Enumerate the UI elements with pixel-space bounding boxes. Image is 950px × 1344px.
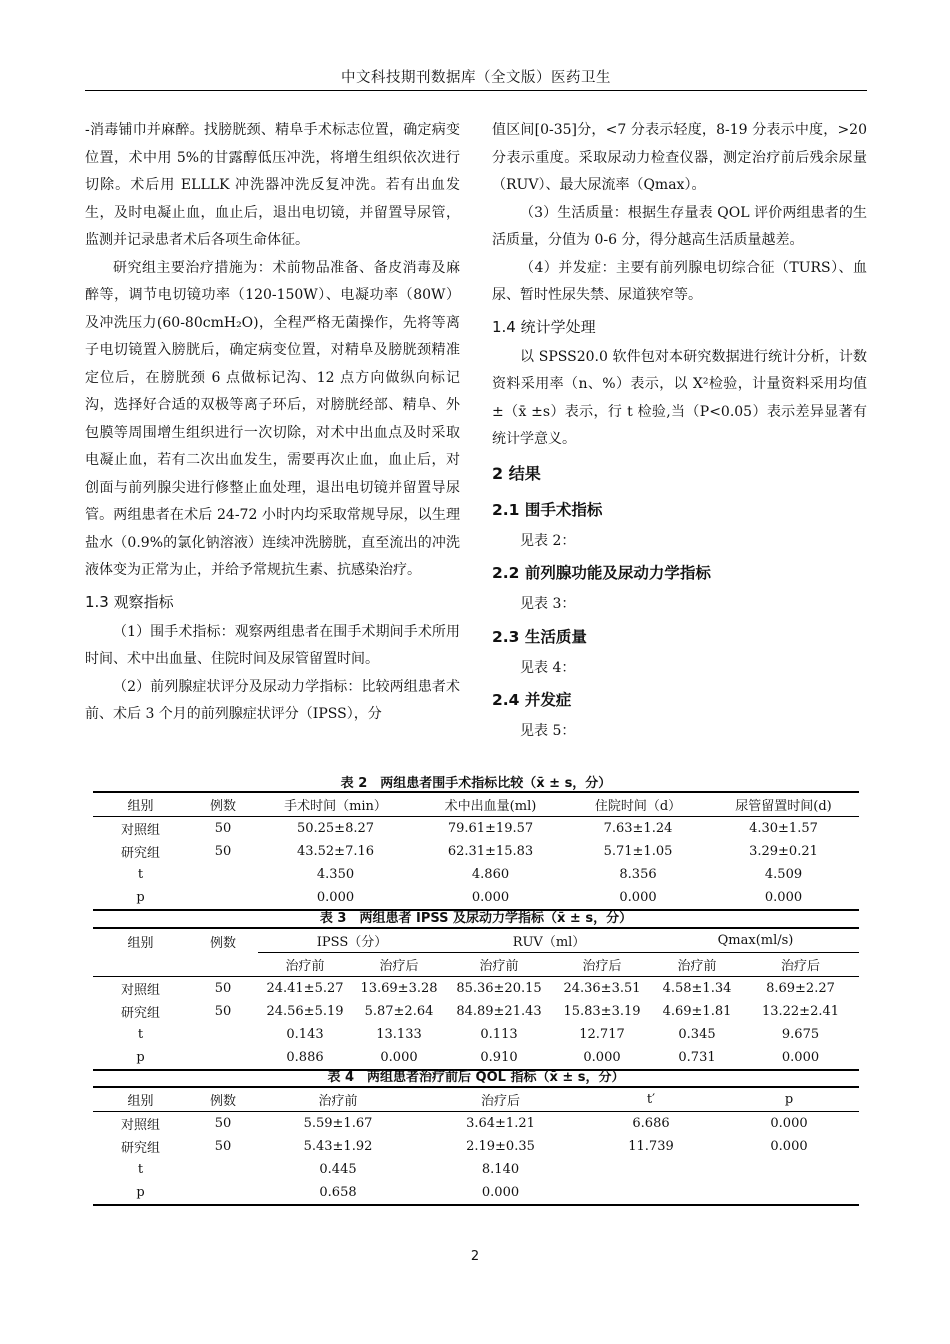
section-heading-2-2: 2.2 前列腺功能及尿动力学指标 (492, 564, 711, 582)
table-cell: 6.686 (632, 1116, 670, 1131)
table-cell: 0.658 (258, 1181, 418, 1205)
table-cell: 4.30±1.57 (749, 821, 818, 836)
table-cell (188, 1181, 258, 1205)
table-cell: 0.445 (319, 1162, 357, 1177)
table-cell: 0.000 (568, 886, 708, 910)
table-cell: 15.83±3.19 (563, 1004, 641, 1019)
table-cell: t (137, 867, 144, 882)
table-4-header: 组别 (93, 1087, 188, 1112)
section-heading-2: 2 结果 (492, 463, 541, 483)
table-cell: 4.860 (471, 867, 510, 882)
right-paragraph-3: （4）并发症：主要有前列腺电切综合征（TURS）、血尿、暂时性尿失禁、尿道狭窄等。 (492, 259, 867, 303)
table-cell: 8.356 (619, 867, 657, 882)
table-cell: 4.69±1.81 (662, 1004, 732, 1019)
table-3-header: 例数 (188, 928, 258, 977)
table-3-sub-header: 治疗后 (742, 953, 859, 977)
table-cell: 24.56±5.19 (266, 1004, 344, 1019)
table-3-sub-header: 治疗前 (446, 953, 552, 977)
table-cell: 0.000 (708, 886, 859, 910)
table-cell: 79.61±19.57 (447, 821, 534, 836)
table-cell: 50 (214, 821, 232, 836)
table-cell (583, 1158, 719, 1181)
table-3-sub-header: 治疗后 (552, 953, 652, 977)
table-cell: 8.140 (481, 1162, 520, 1177)
table-cell: 50.25±8.27 (296, 821, 375, 836)
table-3-sub-header: 治疗后 (352, 953, 446, 977)
table-cell: 0.000 (770, 1139, 808, 1154)
table-3 (93, 927, 859, 1071)
table-cell: 0.000 (552, 1046, 652, 1070)
table-3-header: Qmax(ml/s) (652, 928, 859, 953)
page-number: 2 (470, 1249, 480, 1264)
table-cell: 7.63±1.24 (603, 821, 673, 836)
table-cell: 5.87±2.64 (364, 1004, 434, 1019)
table-cell: 研究组 (120, 1006, 160, 1021)
table-4-header-row (93, 1087, 859, 1112)
table-cell: 62.31±15.83 (447, 844, 534, 859)
table-row (93, 817, 859, 841)
table-3-header: 组别 (93, 928, 188, 977)
table-4-header: 治疗前 (258, 1087, 418, 1112)
table-cell: 对照组 (120, 983, 160, 998)
table-row (93, 1023, 859, 1046)
table-cell: 2.19±0.35 (466, 1139, 535, 1154)
table-cell: 3.29±0.21 (749, 844, 818, 859)
table-cell: 13.69±3.28 (360, 981, 438, 996)
table-cell: 24.36±3.51 (563, 981, 641, 996)
table-cell: 研究组 (120, 846, 160, 861)
table-cell: 0.000 (418, 1181, 583, 1205)
right-column (492, 117, 867, 746)
table-cell: 50 (214, 1004, 232, 1019)
table-cell (188, 1023, 258, 1046)
table-4-header: 治疗后 (418, 1087, 583, 1112)
section-heading-2-1: 2.1 围手术指标 (492, 500, 603, 519)
table-cell: 0.000 (258, 886, 413, 910)
see-table-4: 见表 4： (520, 659, 576, 676)
table-cell: 85.36±20.15 (456, 981, 542, 996)
table-cell (188, 863, 258, 886)
table-row (93, 977, 859, 1001)
table-cell: 24.41±5.27 (266, 981, 344, 996)
table-cell: 5.71±1.05 (603, 844, 673, 859)
table-cell: 0.731 (652, 1046, 742, 1070)
table-cell: 5.43±1.92 (303, 1139, 373, 1154)
table-4-title: 表 4 两组患者治疗前后 QOL 指标（x̄ ± s，分） (327, 1070, 625, 1085)
section-heading-2-4: 2.4 并发症 (492, 691, 572, 709)
table-row (93, 1135, 859, 1158)
table-cell: 0.886 (258, 1046, 352, 1070)
table-cell (583, 1181, 719, 1205)
table-cell: t (137, 1027, 144, 1042)
left-paragraph-1: -消毒铺巾并麻醉。找膀胱颈、精阜手术标志位置，确定病变位置，术中用 5%的甘露醇低压冲洗，将增生组织依次进行切除。术后用 ELLLK 冲洗器冲洗反复冲洗。若有出血发生，及时电凝止血，血止后，退出电切镜，并留置导尿管，监测并记录患者术后各项生命体征。 (85, 122, 460, 248)
table-cell (719, 1158, 859, 1181)
right-paragraph-1: 值区间[0-35]分，<7 分表示轻度，8-19 分表示中度，>20 分表示重度。采取尿动力检查仪器，测定治疗前后残余尿量（RUV）、最大尿流率（Qmax）。 (492, 122, 867, 193)
left-column (85, 117, 460, 729)
left-paragraph-3: （1）围手术指标：观察两组患者在围手术期间手术所用时间、术中出血量、住院时间及尿管留置时间。 (85, 623, 460, 667)
table-cell: 5.59±1.67 (303, 1116, 373, 1131)
table-2 (93, 791, 859, 911)
table-cell: p (93, 886, 188, 910)
table-cell: 12.717 (579, 1027, 625, 1042)
table-3-group-header-row (93, 928, 859, 953)
table-cell: 0.000 (742, 1046, 859, 1070)
table-cell: 对照组 (120, 823, 160, 838)
table-cell (719, 1181, 859, 1205)
table-cell: 对照组 (120, 1118, 160, 1133)
table-row (93, 1000, 859, 1023)
table-cell: 研究组 (120, 1141, 160, 1156)
table-cell: 50 (214, 981, 232, 996)
table-cell: 0.000 (352, 1046, 446, 1070)
table-4-header: 例数 (188, 1087, 258, 1112)
table-row (93, 840, 859, 863)
section-heading-1-3: 1.3 观察指标 (85, 592, 174, 611)
table-2-header: 术中出血量(ml) (413, 792, 568, 817)
table-4-header: t′ (583, 1087, 719, 1112)
table-cell: 4.350 (316, 867, 355, 882)
header-rule (85, 90, 867, 91)
see-table-5: 见表 5： (520, 723, 576, 739)
table-cell: 50 (214, 844, 232, 859)
table-cell: 43.52±7.16 (296, 844, 375, 859)
table-cell (188, 1158, 258, 1181)
table-cell: p (93, 1181, 188, 1205)
table-3-title: 表 3 两组患者 IPSS 及尿动力学指标（x̄ ± s，分） (319, 911, 633, 926)
table-cell: 13.22±2.41 (761, 1004, 840, 1019)
left-paragraph-4: （2）前列腺症状评分及尿动力学指标：比较两组患者术前、术后 3 个月的前列腺症状评分（IPSS），分 (85, 678, 460, 722)
table-cell: 4.58±1.34 (662, 981, 732, 996)
table-2-header: 例数 (188, 792, 258, 817)
table-cell: 0.345 (678, 1027, 716, 1042)
section-heading-2-3: 2.3 生活质量 (492, 627, 587, 646)
table-cell: 4.509 (764, 867, 803, 882)
section-heading-1-4: 1.4 统计学处理 (492, 317, 596, 336)
table-cell: 8.69±2.27 (766, 981, 835, 996)
table-row (93, 863, 859, 886)
table-2-header-row (93, 792, 859, 817)
table-cell: 0.143 (286, 1027, 324, 1042)
running-header: 中文科技期刊数据库（全文版）医药卫生 (341, 70, 611, 86)
table-2-header: 尿管留置时间(d) (708, 792, 859, 817)
table-2-header: 组别 (93, 792, 188, 817)
table-3-header: RUV（ml） (446, 928, 652, 953)
left-paragraph-2: 研究组主要治疗措施为：术前物品准备、备皮消毒及麻醉等，调节电切镜功率（120-150W）、电凝功率（80W）及冲洗压力(60-80cmH₂O)，全程严格无菌操作，先将等离子电切镜置入膀胱后，确定病变位置，对精阜及膀胱颈精准定位后，在膀胱颈 6 点做标记沟、12 点方向做纵向标记沟，选择好合适的双极等离子环后，对膀胱经部、精阜、外包膜等周围增生组织进行一次切除，对术中出血点及时采取电凝止血，若有二次出血发生，需要再次止血，血止后，对创面与前列腺尖进行修整止血处理，退出电切镜并留置导尿管。两组患者在术后 24-72 小时内均采取常规导尿，以生理盐水（0.9%的氯化钠溶液）连续冲洗膀胱，直至流出的冲洗液体变为正常为止，并给予常规抗生素、抗感染治疗。 (85, 259, 460, 578)
table-cell: 9.675 (781, 1027, 820, 1042)
table-cell: 50 (214, 1139, 232, 1154)
table-cell: 84.89±21.43 (456, 1004, 542, 1019)
table-3-header: IPSS（分） (258, 928, 446, 953)
table-4-header: p (719, 1087, 859, 1112)
table-cell: 0.000 (413, 886, 568, 910)
table-cell: t (137, 1162, 144, 1177)
table-row (93, 1158, 859, 1181)
table-cell: 13.133 (376, 1027, 422, 1042)
table-cell: 0.000 (770, 1116, 808, 1131)
table-cell: 3.64±1.21 (466, 1116, 535, 1131)
table-cell: 0.113 (480, 1027, 518, 1042)
table-cell: 0.910 (446, 1046, 552, 1070)
table-4 (93, 1086, 859, 1206)
table-3-sub-header: 治疗前 (258, 953, 352, 977)
table-cell: 50 (214, 1116, 232, 1131)
table-row (93, 1112, 859, 1136)
table-row (93, 1181, 859, 1205)
table-2-title: 表 2 两组患者围手术指标比较（x̄ ± s，分） (340, 776, 612, 791)
table-cell: p (93, 1046, 188, 1070)
table-cell: 11.739 (628, 1139, 674, 1154)
see-table-3: 见表 3： (520, 596, 576, 612)
right-paragraph-2: （3）生活质量：根据生存量表 QOL 评价两组患者的生活质量，分值为 0-6 分，得分越高生活质量越差。 (492, 204, 867, 248)
table-2-header: 住院时间（d） (568, 792, 708, 817)
table-2-header: 手术时间（min） (258, 792, 413, 817)
see-table-2: 见表 2： (520, 532, 576, 549)
right-paragraph-4: 以 SPSS20.0 软件包对本研究数据进行统计分析，计数资料采用率（n、%）表示，以 X²检验，计量资料采用均值±（x̄ ±s）表示，行 t 检验,当（P<0.05）表示差异显著有统计学意义。 (492, 348, 867, 447)
table-3-sub-header: 治疗前 (652, 953, 742, 977)
